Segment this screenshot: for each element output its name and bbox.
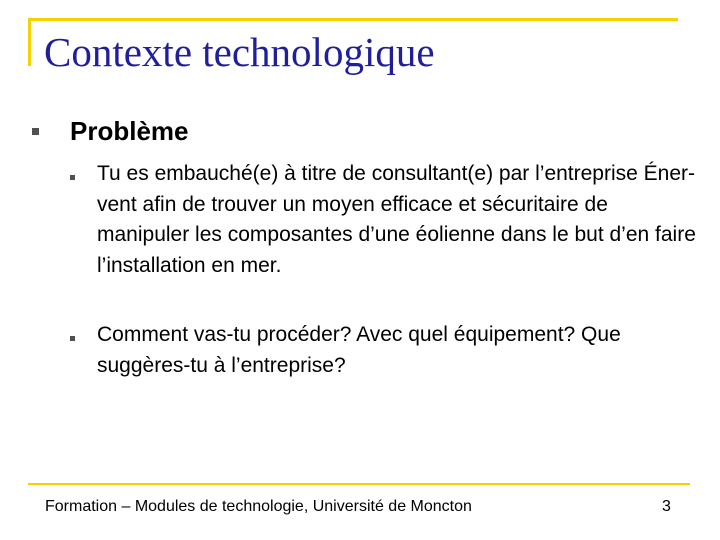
slide-title: Contexte technologique bbox=[44, 29, 435, 75]
page-number: 3 bbox=[662, 498, 671, 515]
accent-bar-vertical bbox=[28, 18, 31, 66]
bullet-icon bbox=[70, 175, 75, 180]
footer-text: Formation – Modules de technologie, Université de Moncton bbox=[45, 498, 472, 515]
footer-divider bbox=[28, 483, 690, 485]
section-bullet-icon bbox=[32, 128, 39, 135]
section-heading: Problème bbox=[70, 116, 189, 146]
accent-bar-horizontal bbox=[28, 18, 678, 21]
bullet-icon bbox=[70, 336, 75, 341]
bullet-text-2: Comment vas-tu procéder? Avec quel équipement? Que suggères-tu à l’entreprise? bbox=[97, 323, 621, 377]
bullet-text-1: Tu es embauché(e) à titre de consultant(e) par l’entreprise Éner-vent afin de trouver un moyen efficace et sécuritaire de manipuler les composantes d’une éolienne dans le but d’en faire l’installation en mer. bbox=[97, 162, 696, 277]
